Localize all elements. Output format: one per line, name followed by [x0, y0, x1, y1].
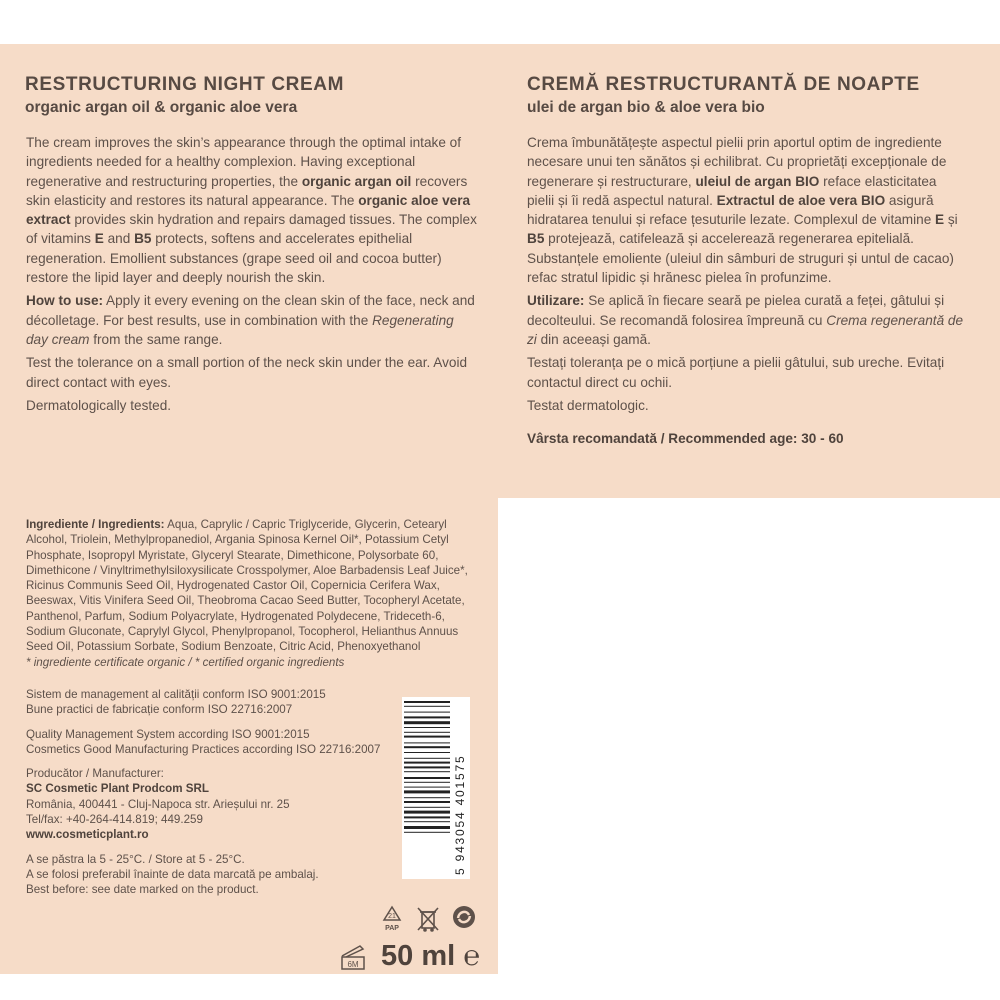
storage-info: A se păstra la 5 - 25°C. / Store at 5 - 25°C. A se folosi preferabil înainte de data marcată pe ambalaj. Best before: see date marked on the product. — [26, 852, 319, 897]
tolerance-en: Test the tolerance on a small portion of the neck skin under the ear. Avoid direct contact with eyes. — [26, 355, 468, 390]
derm-tested-ro: Testat dermatologic. — [527, 397, 649, 413]
how-to-use-en: How to use: Apply it every evening on the clean skin of the face, neck and décolletage. For best results, use in combination with the Regenerating day cream from the same range. — [26, 293, 475, 347]
manufacturer-website: www.cosmeticplant.ro — [26, 828, 149, 842]
manufacturer-label: Producător / Manufacturer: — [26, 767, 164, 781]
green-dot-icon — [453, 906, 475, 928]
tolerance-ro: Testați toleranța pe o mică porțiune a pielii gâtului, sub ureche. Evitați contactul direct cu ochii. — [527, 355, 945, 390]
barcode-bar — [404, 811, 450, 814]
manufacturer-address: România, 400441 - Cluj-Napoca str. Arieșului nr. 25 — [26, 797, 290, 811]
paragraph-ro: Crema îmbunătățește aspectul pielii prin aportul optim de ingrediente necesare unui ten sănătos și echilibrat. Cu proprietăți excepționale de regenerare și restructurare, uleiul de argan BIO reface elasticitatea pielii și îi redă aspectul natural. Extractul de aloe vera BIO asigură hidratarea tenului și reface țesuturile lezate. Complexul de vitamine E și B5 protejează, catifelează și accelerează regenerarea epitelială. Substanțele emoliente (uleiul din sâmburi de struguri și untul de cacao) refac stratul lipidic și hrănesc pielea în profunzime. — [527, 135, 958, 286]
title-ro: CREMĂ RESTRUCTURANTĂ DE NOAPTE — [527, 74, 920, 95]
how-to-use-ro: Utilizare: Se aplică în fiecare seară pe pielea curată a feței, gâtului și decolteului. Se recomandă folosirea împreună cu Crema regenerantă de zi din aceeași gamă. — [527, 293, 964, 347]
barcode-bar — [404, 797, 450, 798]
barcode-bar — [404, 732, 450, 733]
barcode-bar — [404, 801, 450, 803]
manufacturer-name: SC Cosmetic Plant Prodcom SRL — [26, 782, 209, 796]
description-ro — [527, 133, 967, 452]
barcode-bar — [404, 712, 450, 713]
svg-text:6M: 6M — [347, 960, 359, 969]
barcode-bar — [404, 736, 450, 738]
barcode-bar — [404, 762, 450, 764]
barcode-bar — [404, 790, 450, 793]
organic-note: * ingrediente certificate organic / * certified organic ingredients — [26, 655, 345, 669]
svg-text:21: 21 — [388, 913, 396, 920]
manufacturer-phone: Tel/fax: +40-264-414.819; 449.259 — [26, 813, 203, 827]
barcode-bar — [404, 742, 450, 743]
pao-jar-icon — [338, 943, 368, 973]
barcode-bar — [404, 716, 450, 718]
quality-block — [26, 687, 396, 907]
title-en: RESTRUCTURING NIGHT CREAM — [25, 74, 344, 95]
volume-amount: 50 ml — [381, 940, 456, 972]
barcode-bar — [404, 777, 450, 779]
barcode-bar — [404, 706, 450, 707]
barcode-bar — [404, 832, 450, 833]
barcode-bar — [404, 758, 450, 759]
estimated-sign-icon: ℮ — [463, 940, 481, 971]
barcode-graphic — [402, 697, 470, 879]
barcode-bar — [404, 752, 450, 753]
recommended-age: Vârsta recomandată / Recommended age: 30 - 60 — [527, 431, 844, 447]
subtitle-ro: ulei de argan bio & aloe vera bio — [527, 99, 765, 116]
barcode-bar — [404, 727, 450, 728]
barcode-bar — [404, 701, 450, 703]
subtitle-en: organic argan oil & organic aloe vera — [25, 99, 298, 116]
barcode-bar — [404, 821, 450, 822]
barcode-bar — [404, 826, 450, 829]
recycle-21-pap-icon — [384, 907, 400, 932]
quality-en: Quality Management System according ISO 9001:2015 Cosmetics Good Manufacturing Practices according ISO 22716:2007 — [26, 727, 381, 756]
svg-text:PAP: PAP — [385, 925, 399, 932]
ingredients-list — [26, 517, 476, 670]
barcode-digits: 5 943054 401575 — [453, 754, 467, 875]
volume-label — [381, 940, 480, 973]
recycling-icons — [382, 904, 482, 936]
crossed-bin-icon — [418, 908, 438, 932]
barcode-bar — [404, 766, 450, 768]
barcode-bar — [404, 807, 450, 808]
barcode-bar — [404, 771, 450, 772]
paragraph-en: The cream improves the skin’s appearance through the optimal intake of ingredients needed for a healthy complexion. Having exceptional regenerative and restructuring properties, the organic argan oil recovers skin elasticity and restores its natural appearance. The organic aloe vera extract provides skin hydration and repairs damaged tissues. The complex of vitamins E and B5 protects, softens and accelerates epithelial regeneration. Emollient substances (grape seed oil and cocoa butter) restore the lipid layer and deeply nourish the skin. — [26, 135, 477, 286]
description-en — [26, 133, 478, 419]
barcode-bar — [404, 721, 450, 724]
manufacturer-info — [26, 766, 396, 842]
barcode-bar — [404, 787, 450, 788]
ingredients-text: Ingrediente / Ingredients: Aqua, Caprylic / Capric Triglyceride, Glycerin, Cetearyl Alcohol, Triolein, Methylpropanediol, Argania Spinosa Kernel Oil*, Potassium Cetyl Phosphate, Isopropyl Myristate, Glyceryl Stearate, Dimethicone, Polysorbate 60, Dimethicone / Vinyltrimethylsiloxysilicate Crosspolymer, Aloe Barbadensis Leaf Juice*, Ricinus Communis Seed Oil, Hydrogenated Castor Oil, Copernicia Cerifera Wax, Beeswax, Vitis Vinifera Seed Oil, Theobroma Cacao Seed Butter, Tocopheryl Acetate, Panthenol, Parfum, Sodium Polyacrylate, Hydrogenated Polydecene, Trideceth-6, Sodium Gluconate, Caprylyl Glycol, Phenylpropanol, Tocopherol, Helianthus Annuus Seed Oil, Potassium Sorbate, Sodium Benzoate, Citric Acid, Phenoxyethanol — [26, 518, 468, 654]
barcode-bar — [404, 746, 450, 748]
barcode — [402, 697, 470, 879]
derm-tested-en: Dermatologically tested. — [26, 397, 172, 413]
quality-ro: Sistem de management al calității conform ISO 9001:2015 Bune practici de fabricație conform ISO 22716:2007 — [26, 688, 326, 717]
barcode-bar — [404, 816, 450, 818]
barcode-bar — [404, 782, 450, 783]
